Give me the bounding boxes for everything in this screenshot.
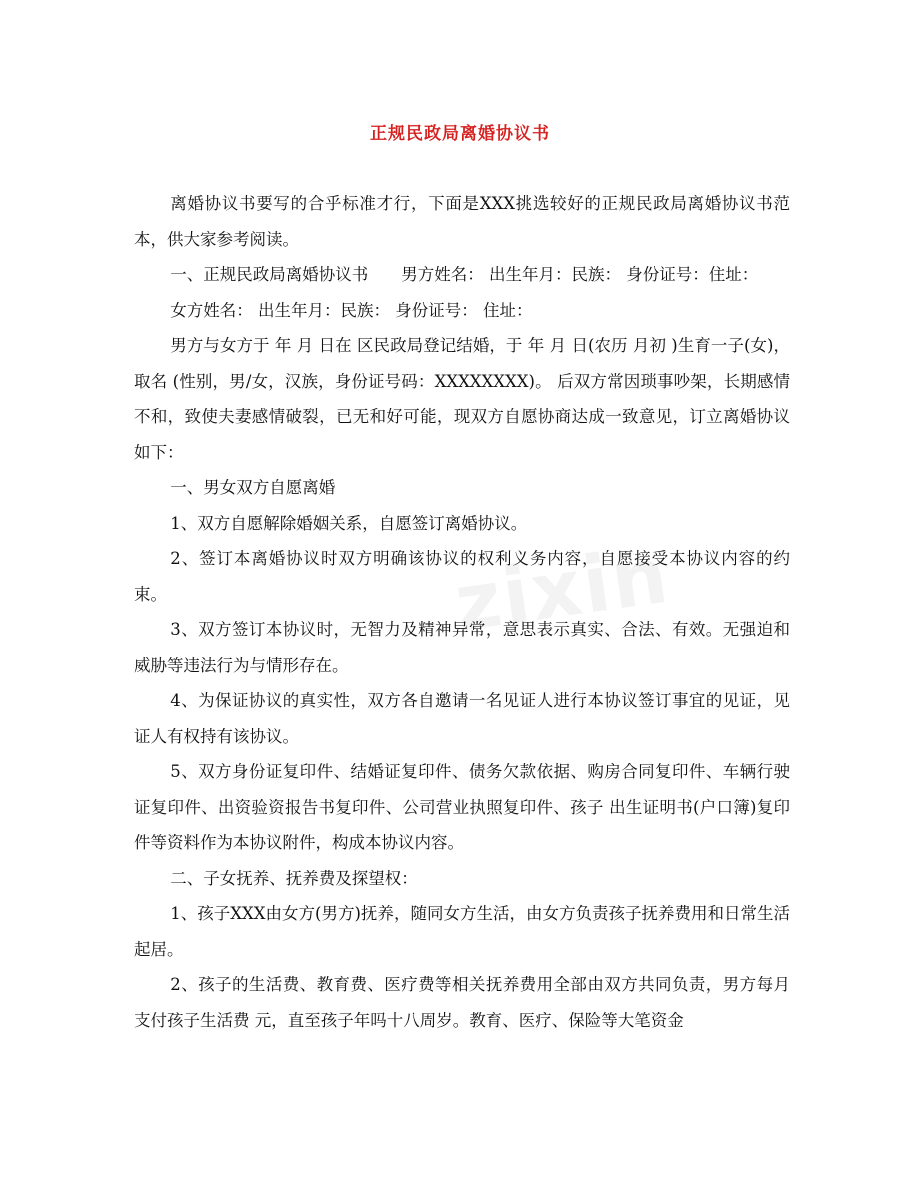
wife-info-paragraph: 女方姓名： 出生年月：民族： 身份证号： 住址： [170, 300, 533, 320]
clause-1-2: 2、签订本离婚协议时双方明确该协议的权利义务内容，自愿接受本协议内容的约束。 [134, 549, 790, 604]
document-body [134, 186, 790, 1038]
clause-1-1: 1、双方自愿解除婚姻关系，自愿签订离婚协议。 [170, 513, 528, 533]
intro-paragraph: 离婚协议书要写的合乎标准才行，下面是XXX挑选较好的正规民政局离婚协议书范本，供大家参考阅读。 [134, 194, 790, 249]
clause-1-4: 4、为保证协议的真实性，双方各自邀请一名见证人进行本协议签订事宜的见证，见证人有权持有该协议。 [134, 691, 790, 746]
clause-2-2: 2、孩子的生活费、教育费、医疗费等相关抚养费用全部由双方共同负责，男方每月支付孩子生活费 元，直至孩子年吗十八周岁。教育、医疗、保险等大笔资金 [134, 975, 790, 1030]
section-one-paragraph [134, 257, 790, 293]
clause-1-3: 3、双方签订本协议时，无智力及精神异常，意思表示真实、合法、有效。无强迫和威胁等违法行为与情形存在。 [134, 620, 790, 675]
husband-info-fields: 男方姓名： 出生年月：民族： 身份证号：住址： [401, 265, 759, 284]
document-title: 正规民政局离婚协议书 [370, 124, 550, 144]
clause-2-1: 1、孩子XXX由女方(男方)抚养，随同女方生活，由女方负责孩子抚养费用和日常生活起居。 [134, 904, 790, 959]
section-one-heading: 一、正规民政局离婚协议书 [170, 265, 369, 284]
clause-heading-1: 一、男女双方自愿离婚 [170, 478, 336, 497]
clause-heading-2: 二、子女抚养、抚养费及探望权： [170, 868, 418, 888]
clause-1-5: 5、双方身份证复印件、结婚证复印件、债务欠款依据、购房合同复印件、车辆行驶证复印件、出资验资报告书复印件、公司营业执照复印件、孩子 出生证明书(户口簿)复印件等资料作为本协议附件，构成本协议内容。 [134, 762, 790, 852]
marriage-facts-paragraph: 男方与女方于 年 月 日在 区民政局登记结婚，于 年 月 日(农历 月初 )生育一子(女)，取名 (性别，男/女，汉族，身份证号码：XXXXXXXX)。 后双方常因琐事吵架，长期感情不和，致使夫妻感情破裂，已无和好可能，现双方自愿协商达成一致意见，订立离婚协议如下： [134, 336, 790, 462]
